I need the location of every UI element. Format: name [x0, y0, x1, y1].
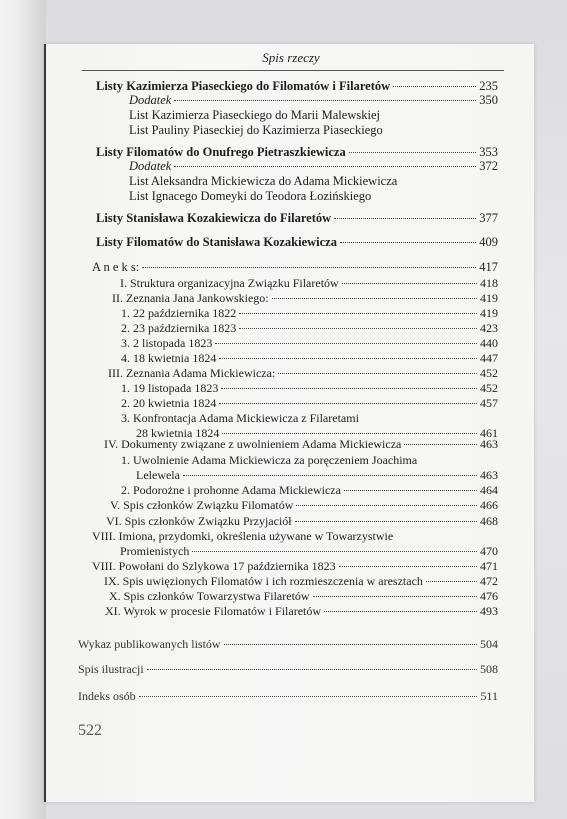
toc-aneks-entry: 3. Konfrontacja Adama Mickiewicza z Filaretami [121, 411, 359, 425]
toc-subitem: List Aleksandra Mickiewicza do Adama Mickiewicza [129, 174, 398, 188]
toc-aneks-entry: X. Spis członków Towarzystwa Filaretów 476 [109, 589, 498, 603]
toc-entry-addendum: Dodatek 372 [129, 159, 498, 173]
page-number: 522 [78, 722, 102, 739]
toc-back-matter: Spis ilustracji 508 [78, 662, 498, 676]
toc-aneks-entry: IX. Spis uwięzionych Filomatów i ich rozmieszczenia w aresztach 472 [104, 574, 498, 588]
toc-aneks-entry: I. Struktura organizacyjna Związku Filaretów 418 [120, 276, 498, 290]
toc-aneks-entry: 2. 20 kwietnia 1824 457 [121, 396, 498, 410]
toc-entry-aneks: A n e k s: 417 [92, 260, 498, 274]
toc-aneks-entry: 2. 23 października 1823 423 [121, 321, 498, 335]
toc-aneks-entry: 1. Uwolnienie Adama Mickiewicza za poręczeniem Joachima [121, 453, 418, 467]
toc-entry-addendum: Dodatek 350 [129, 93, 498, 107]
toc-aneks-entry: VIII. Powołani do Szlykowa 17 października 1823 471 [92, 559, 498, 573]
running-header: Spis rzeczy [262, 50, 320, 65]
toc-subitem: List Kazimierza Piaseckiego do Marii Malewskiej [129, 108, 380, 122]
toc-aneks-entry: Promienistych 470 [120, 544, 498, 558]
toc-aneks-entry: II. Zeznania Jana Jankowskiego: 419 [112, 291, 498, 305]
toc-subitem: List Pauliny Piaseckiej do Kazimierza Piaseckiego [129, 123, 383, 137]
toc-back-matter: Wykaz publikowanych listów 504 [78, 637, 498, 651]
toc-entry-section: Listy Stanisława Kozakiewicza do Filaretów 377 [96, 211, 498, 225]
toc-aneks-entry: III. Zeznania Adama Mickiewicza: 452 [108, 366, 498, 380]
toc-aneks-entry: 2. Podorożne i prohonne Adama Mickiewicza 464 [121, 483, 498, 497]
toc-aneks-entry: Lelewela 463 [136, 468, 498, 482]
toc-aneks-entry: V. Spis członków Związku Filomatów 466 [110, 498, 498, 512]
toc-aneks-entry: 28 kwietnia 1824 461 [136, 426, 498, 440]
toc-aneks-entry: VIII. Imiona, przydomki, określenia używane w Towarzystwie [92, 529, 394, 543]
book-edge [0, 0, 46, 819]
toc-entry-section: Listy Filomatów do Stanisława Kozakiewicza 409 [96, 235, 498, 249]
toc-aneks-entry: 1. 22 października 1822 419 [121, 306, 498, 320]
toc-aneks-entry: 1. 19 listopada 1823 452 [121, 381, 498, 395]
toc-aneks-entry: XI. Wyrok w procesie Filomatów i Filaretów 493 [105, 604, 498, 618]
toc-aneks-entry: 3. 2 listopada 1823 440 [121, 336, 498, 350]
toc-subitem: List Ignacego Domeyki do Teodora Łozińskiego [129, 189, 372, 203]
toc-back-matter: Indeks osób 511 [78, 689, 498, 703]
toc-aneks-entry: 4. 18 kwietnia 1824 447 [121, 351, 498, 365]
toc-entry-section: Listy Kazimierza Piaseckiego do Filomatów i Filaretów 235 [96, 79, 498, 93]
toc-aneks-entry: IV. Dokumenty związane z uwolnieniem Adama Mickiewicza 463 [104, 437, 498, 451]
header-rule [82, 70, 504, 71]
toc-aneks-entry: VI. Spis członków Związku Przyjaciół 468 [106, 514, 498, 528]
toc-entry-section: Listy Filomatów do Onufrego Pietraszkiewicza 353 [96, 145, 498, 159]
